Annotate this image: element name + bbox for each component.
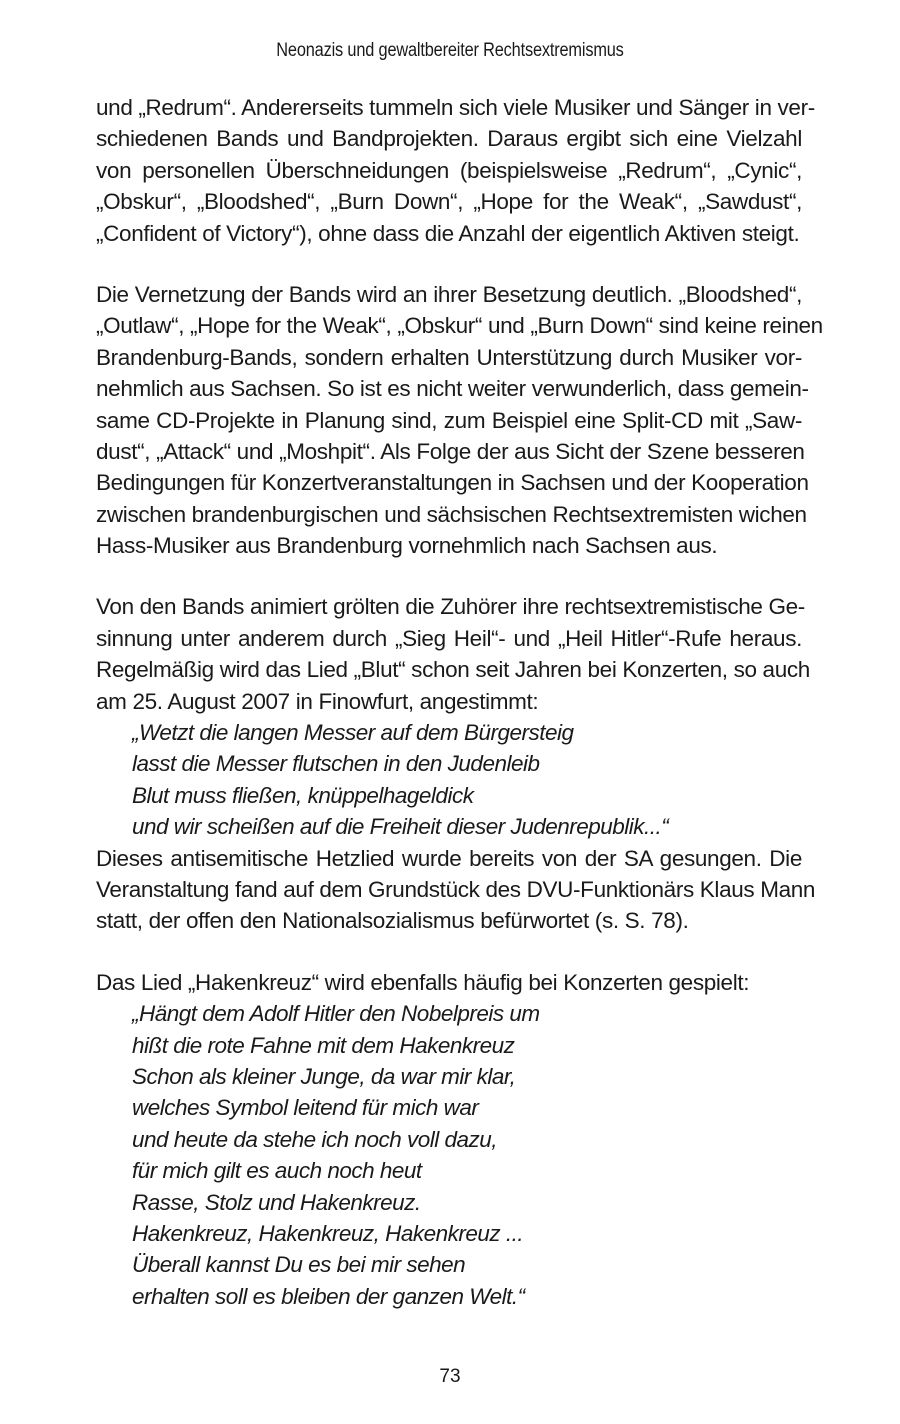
text-line: nehmlich aus Sachsen. So ist es nicht weiter verwunderlich, dass gemein- — [96, 376, 809, 402]
verse-line: hißt die rote Fahne mit dem Hakenkreuz — [132, 1032, 515, 1058]
paragraph-4 — [96, 843, 816, 937]
text-line: Das Lied „Hakenkreuz“ wird ebenfalls häufig bei Konzerten gespielt: — [96, 969, 750, 995]
text-line: sinnung unter anderem durch „Sieg Heil“- und „Heil Hitler“-Rufe heraus. — [96, 625, 802, 651]
text-line: „Confident of Victory“), ohne dass die Anzahl der eigentlich Aktiven steigt. — [96, 220, 800, 246]
text-line: Regelmäßig wird das Lied „Blut“ schon seit Jahren bei Konzerten, so auch — [96, 657, 810, 683]
paragraph-3 — [96, 591, 810, 717]
text-line: zwischen brandenburgischen und sächsischen Rechtsextremisten wichen — [96, 501, 807, 527]
song-quote-hakenkreuz — [96, 998, 802, 1312]
verse-line: Überall kannst Du es bei mir sehen — [132, 1252, 466, 1278]
verse-line: für mich gilt es auch noch heut — [132, 1158, 422, 1184]
text-line: von personellen Überschneidungen (beispielsweise „Redrum“, „Cynic“, — [96, 157, 802, 183]
paragraph-spacer — [96, 561, 802, 591]
text-line: Brandenburg-Bands, sondern erhalten Unterstützung durch Musiker vor- — [96, 344, 802, 370]
song-quote-blut — [96, 717, 802, 843]
text-line: Die Vernetzung der Bands wird an ihrer Besetzung deutlich. „Bloodshed“, — [96, 281, 802, 307]
verse-line: welches Symbol leitend für mich war — [132, 1095, 479, 1121]
paragraph-1 — [96, 92, 815, 249]
text-line: Veranstaltung fand auf dem Grundstück des DVU-Funktionärs Klaus Mann — [96, 876, 816, 902]
running-head: Neonazis und gewaltbereiter Rechtsextremismus — [276, 40, 624, 61]
paragraph-5 — [96, 967, 802, 998]
paragraph-2 — [96, 279, 823, 562]
verse-line: erhalten soll es bleiben der ganzen Welt.“ — [132, 1283, 525, 1309]
text-line: „Outlaw“, „Hope for the Weak“, „Obskur“ und „Burn Down“ sind keine reinen — [96, 313, 823, 339]
text-line: same CD-Projekte in Planung sind, zum Beispiel eine Split-CD mit „Saw- — [96, 407, 802, 433]
verse-line: Hakenkreuz, Hakenkreuz, Hakenkreuz ... — [132, 1220, 524, 1246]
verse-line: Blut muss fließen, knüppelhageldick — [132, 782, 474, 808]
text-line: am 25. August 2007 in Finowfurt, angestimmt: — [96, 688, 539, 714]
verse-line: lasst die Messer flutschen in den Judenleib — [132, 751, 540, 777]
paragraph-spacer — [96, 937, 802, 967]
paragraph-spacer — [96, 249, 802, 279]
verse-line: „Wetzt die langen Messer auf dem Bürgersteig — [132, 720, 574, 746]
text-line: statt, der offen den Nationalsozialismus befürwortet (s. S. 78). — [96, 908, 689, 934]
text-line: Bedingungen für Konzertveranstaltungen in Sachsen und der Kooperation — [96, 470, 809, 496]
body-text — [96, 92, 823, 1312]
text-line: Von den Bands animiert grölten die Zuhörer ihre rechtsextremistische Ge- — [96, 594, 805, 620]
text-line: „Obskur“, „Bloodshed“, „Burn Down“, „Hope for the Weak“, „Sawdust“, — [96, 189, 802, 215]
text-line: und „Redrum“. Andererseits tummeln sich viele Musiker und Sänger in ver- — [96, 95, 815, 120]
page-number: 73 — [439, 1366, 461, 1387]
verse-line: „Hängt dem Adolf Hitler den Nobelpreis um — [132, 1001, 540, 1027]
text-line: Dieses antisemitische Hetzlied wurde bereits von der SA gesungen. Die — [96, 845, 802, 871]
text-line: dust“, „Attack“ und „Moshpit“. Als Folge der aus Sicht der Szene besseren — [96, 438, 805, 464]
verse-line: Rasse, Stolz und Hakenkreuz. — [132, 1189, 421, 1215]
text-line: schiedenen Bands und Bandprojekten. Daraus ergibt sich eine Vielzahl — [96, 126, 802, 152]
verse-line: Schon als kleiner Junge, da war mir klar, — [132, 1063, 516, 1089]
verse-line: und wir scheißen auf die Freiheit dieser Judenrepublik...“ — [132, 814, 669, 840]
verse-line: und heute da stehe ich noch voll dazu, — [132, 1126, 498, 1152]
text-line: Hass-Musiker aus Brandenburg vornehmlich nach Sachsen aus. — [96, 533, 718, 559]
